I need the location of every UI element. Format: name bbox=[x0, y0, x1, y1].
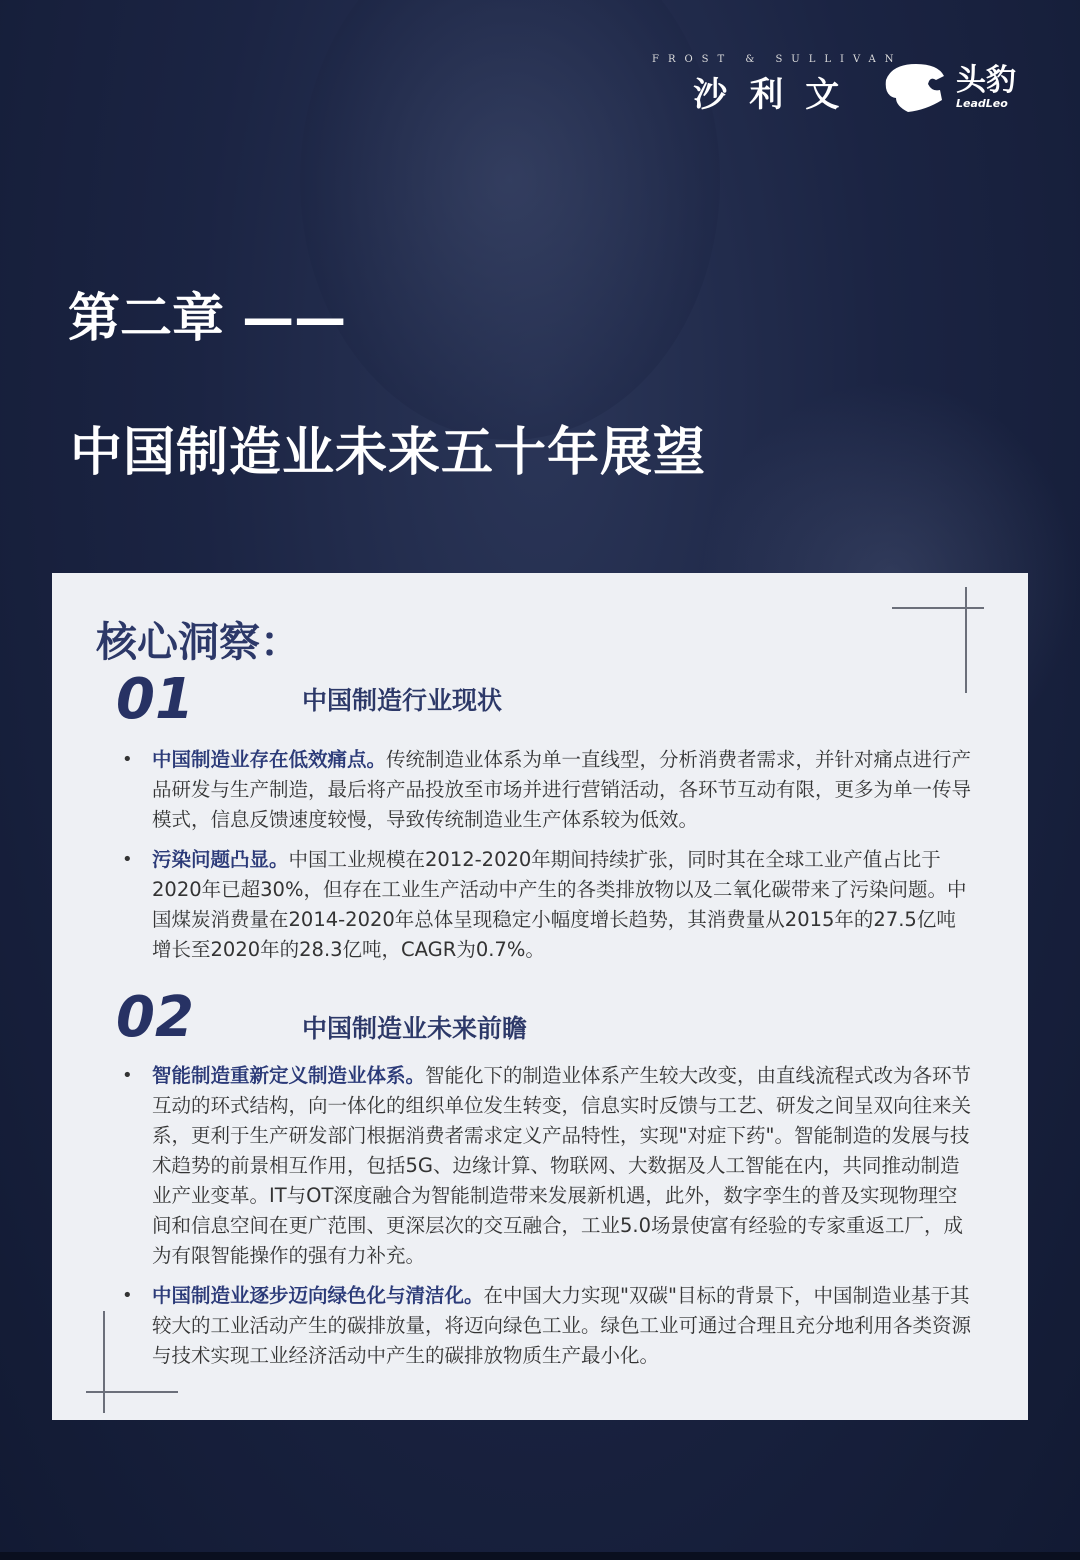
bullet-text: 中国工业规模在2012-2020年期间持续扩张，同时其在全球工业产值占比于2020年已超30%，但存在工业生产活动中产生的各类排放物以及二氧化碳带来了污染问题。中国煤炭消费量在2014-2020年总体呈现稳定小幅度增长趋势，其消费量从2015年的27.5亿吨增长至2020年的28.3亿吨，CAGR为0.7%。 bbox=[152, 848, 967, 961]
leadleo-logo bbox=[882, 60, 1016, 114]
logo-text-cn: 沙利文 bbox=[693, 75, 862, 115]
chapter-label: 第二章 —— bbox=[68, 289, 347, 349]
bullet-highlight: 中国制造业存在低效痛点。 bbox=[152, 748, 387, 771]
bullet-text: 在中国大力实现"双碳"目标的背景下，中国制造业基于其较大的工业活动产生的碳排放量，将迈向绿色工业。绿色工业可通过合理且充分地利用各类资源与技术实现工业经济活动中产生的碳排放物质生产最小化。 bbox=[152, 1284, 972, 1367]
section-number: 01 bbox=[116, 667, 194, 732]
corner-decoration-h bbox=[86, 1391, 178, 1393]
bullet-item: • 污染问题凸显。中国工业规模在2012-2020年期间持续扩张，同时其在全球工业产值占比于2020年已超30%，但存在工业生产活动中产生的各类排放物以及二氧化碳带来了污染问题。中国煤炭消费量在2014-2020年总体呈现稳定小幅度增长趋势，其消费量从2015年的27.5亿吨增长至2020年的28.3亿吨，CAGR为0.7%。 bbox=[122, 848, 967, 961]
insight-card bbox=[52, 573, 1028, 1420]
bullet-item: • 中国制造业逐步迈向绿色化与清洁化。在中国大力实现"双碳"目标的背景下，中国制造业基于其较大的工业活动产生的碳排放量，将迈向绿色工业。绿色工业可通过合理且充分地利用各类资源与技术实现工业经济活动中产生的碳排放物质生产最小化。 bbox=[122, 1284, 972, 1367]
bullet-highlight: 污染问题凸显。 bbox=[152, 848, 289, 871]
bullet-text: 传统制造业体系为单一直线型，分析消费者需求，并针对痛点进行产品研发与生产制造，最后将产品投放至市场并进行营销活动，各环节互动有限，更多为单一传导模式，信息反馈速度较慢，导致传统制造业生产体系较为低效。 bbox=[152, 748, 972, 831]
leadleo-text-cn: 头豹 bbox=[956, 62, 1016, 98]
leadleo-text-en: LeadLeo bbox=[956, 96, 1008, 110]
bullet-highlight: 智能制造重新定义制造业体系。 bbox=[152, 1064, 426, 1087]
bullet-text: 智能化下的制造业体系产生较大改变，由直线流程式改为各环节互动的环式结构，向一体化的组织单位发生转变，信息实时反馈与工艺、研发之间呈双向往来关系，更利于生产研发部门根据消费者需求定义产品特性，实现"对症下药"。智能制造的发展与技术趋势的前景相互作用，包括5G、边缘计算、物联网、大数据及人工智能在内，共同推动制造业产业变革。IT与OT深度融合为智能制造带来发展新机遇，此外，数字孪生的普及实现物理空间和信息空间在更广范围、更深层次的交互融合，工业5.0场景使富有经验的专家重返工厂，成为有限智能操作的强有力补充。 bbox=[152, 1064, 972, 1267]
corner-decoration-v bbox=[103, 1311, 105, 1413]
bottom-bar bbox=[0, 1552, 1080, 1560]
corner-decoration-h bbox=[892, 607, 984, 609]
frost-sullivan-logo bbox=[652, 54, 902, 116]
bullet-item: • 智能制造重新定义制造业体系。智能化下的制造业体系产生较大改变，由直线流程式改为各环节互动的环式结构，向一体化的组织单位发生转变，信息实时反馈与工艺、研发之间呈双向往来关系，更利于生产研发部门根据消费者需求定义产品特性，实现"对症下药"。智能制造的发展与技术趋势的前景相互作用，包括5G、边缘计算、物联网、大数据及人工智能在内，共同推动制造业产业变革。IT与OT深度融合为智能制造带来发展新机遇，此外，数字孪生的普及实现物理空间和信息空间在更广范围、更深层次的交互融合，工业5.0场景使富有经验的专家重返工厂，成为有限智能操作的强有力补充。 bbox=[122, 1064, 972, 1267]
section-heading: 中国制造业未来前瞻 bbox=[302, 1014, 528, 1043]
corner-decoration-v bbox=[965, 587, 967, 693]
page-title: 中国制造业未来五十年展望 bbox=[70, 423, 707, 483]
leopard-head-icon bbox=[882, 60, 948, 114]
logo-text-en: FROST & SULLIVAN bbox=[652, 54, 903, 65]
section-title: 核心洞察： bbox=[96, 618, 301, 666]
bullet-highlight: 中国制造业逐步迈向绿色化与清洁化。 bbox=[152, 1284, 484, 1307]
section-number: 02 bbox=[116, 985, 194, 1050]
section-heading: 中国制造行业现状 bbox=[302, 686, 503, 715]
bullet-item: • 中国制造业存在低效痛点。传统制造业体系为单一直线型，分析消费者需求，并针对痛点进行产品研发与生产制造，最后将产品投放至市场并进行营销活动，各环节互动有限，更多为单一传导模式，信息反馈速度较慢，导致传统制造业生产体系较为低效。 bbox=[122, 748, 972, 831]
